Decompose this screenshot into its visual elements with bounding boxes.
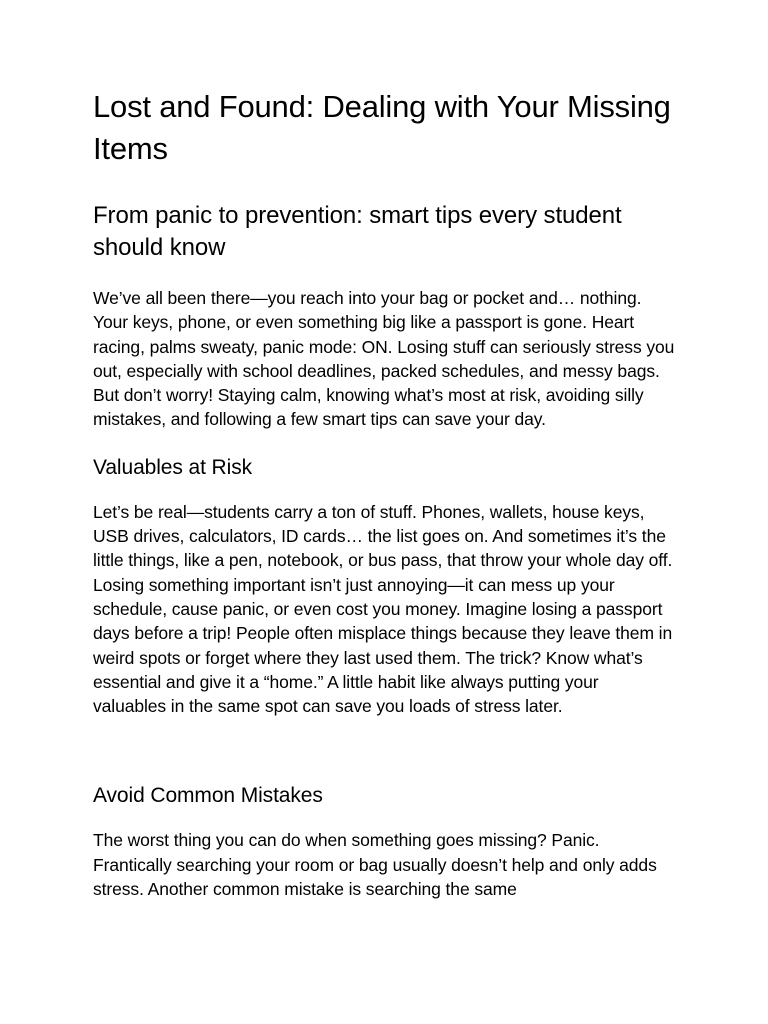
document-subtitle: From panic to prevention: smart tips every student should know [93,202,622,261]
section-heading-valuables: Valuables at Risk [93,455,252,479]
document-page [93,86,675,901]
section-heading-mistakes: Avoid Common Mistakes [93,784,323,808]
section-body-valuables: Let’s be real—students carry a ton of stuff. Phones, wallets, house keys, USB drives, calculators, ID cards… the list goes on. And sometimes it’s the little things, like a pen, notebook, or bus pass, that throw your whole day off. Losing something important isn’t just annoying—it can mess up your schedule, cause panic, or even cost you money. Imagine losing a passport days before a trip! People often misplace things because they leave them in weird spots or forget where they last used them. The trick? Know what’s essential and give it a “home.” A little habit like always putting your valuables in the same spot can save you loads of stress later. [93,501,673,717]
document-title: Lost and Found: Dealing with Your Missing Items [93,89,671,166]
section-body-mistakes: The worst thing you can do when something goes missing? Panic. Frantically searching your room or bag usually doesn’t help and only adds stress. Another common mistake is searching the same [93,830,657,900]
intro-paragraph: We’ve all been there—you reach into your bag or pocket and… nothing. Your keys, phone, or even something big like a passport is gone. Heart racing, palms sweaty, panic mode: ON. Losing stuff can seriously stress you out, especially with school deadlines, packed schedules, and messy bags. But don’t worry! Staying calm, knowing what’s most at risk, avoiding silly mistakes, and following a few smart tips can save your day. [93,288,675,430]
